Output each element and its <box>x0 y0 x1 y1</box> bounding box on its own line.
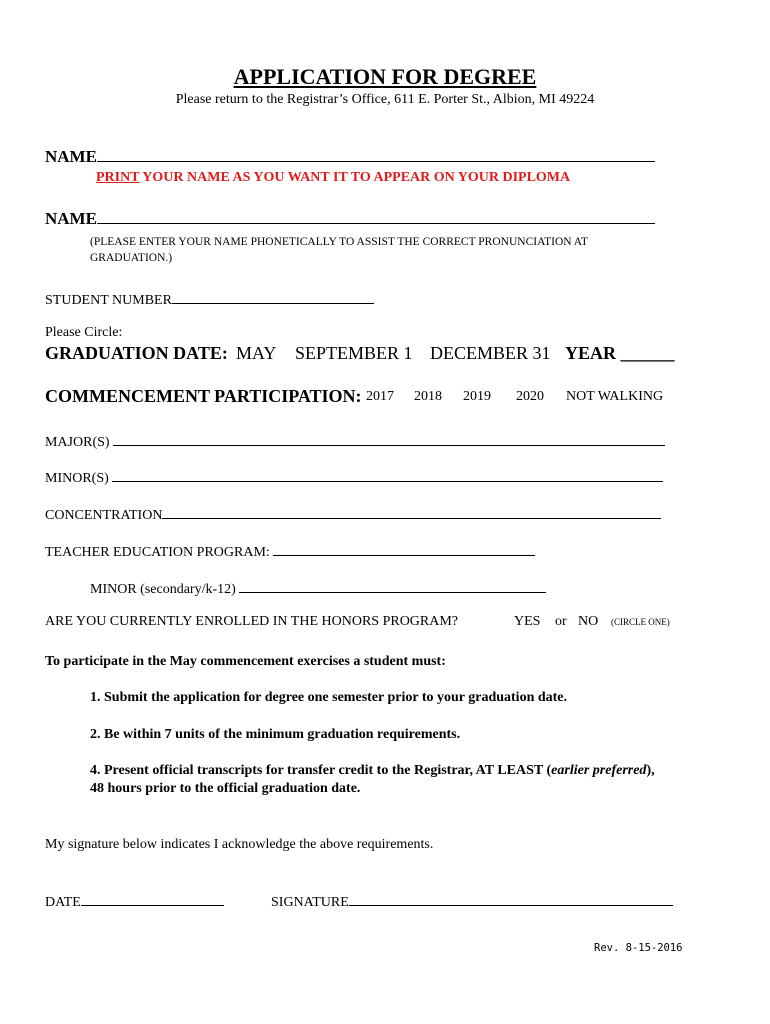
requirement-item-4-line2: 48 hours prior to the official graduation date. <box>90 781 361 796</box>
honors-no-option[interactable]: NO <box>578 614 599 629</box>
minors-row <box>45 467 663 487</box>
minor-secondary-row <box>90 578 546 598</box>
teacher-ed-label: TEACHER EDUCATION PROGRAM: <box>45 545 270 560</box>
name-phonetic-field[interactable] <box>97 209 655 224</box>
teacher-ed-field[interactable] <box>273 541 535 556</box>
minors-field[interactable] <box>112 467 663 482</box>
concentration-field[interactable] <box>162 504 661 519</box>
graduation-option-december[interactable]: DECEMBER 31 <box>430 343 551 363</box>
date-label: DATE <box>45 895 81 910</box>
minor-secondary-label: MINOR (secondary/k-12) <box>90 582 236 597</box>
signature-field[interactable] <box>349 891 673 906</box>
name-phonetic-label: NAME <box>45 209 97 228</box>
concentration-label: CONCENTRATION <box>45 508 163 523</box>
graduation-date-label: GRADUATION DATE: <box>45 343 228 363</box>
honors-or: or <box>555 614 567 629</box>
name-phonetic-note-line2: GRADUATION.) <box>90 252 173 264</box>
commencement-option-not-walking[interactable]: NOT WALKING <box>566 389 664 404</box>
commencement-option-2018[interactable]: 2018 <box>414 389 442 404</box>
graduation-option-september[interactable]: SEPTEMBER 1 <box>295 343 413 363</box>
name-print-note-emphasis: PRINT <box>96 170 140 185</box>
concentration-row <box>45 504 661 524</box>
requirement-item-4: 4. Present official transcripts for transfer credit to the Registrar, AT LEAST (earlier preferred), <box>90 763 655 778</box>
commencement-option-2019[interactable]: 2019 <box>463 389 491 404</box>
commencement-option-2020[interactable]: 2020 <box>516 389 544 404</box>
requirement-item-4-emphasis: earlier preferred <box>551 763 647 778</box>
page-title: APPLICATION FOR DEGREE <box>233 64 537 89</box>
year-field[interactable]: YEAR ______ <box>565 343 675 363</box>
minors-label: MINOR(S) <box>45 471 109 486</box>
commencement-option-2017[interactable]: 2017 <box>366 389 394 404</box>
signature-row <box>271 891 673 911</box>
commencement-label: COMMENCEMENT PARTICIPATION: <box>45 386 362 406</box>
name-print-note-text: YOUR NAME AS YOU WANT IT TO APPEAR ON YOUR DIPLOMA <box>139 170 571 185</box>
revision-note: Rev. 8-15-2016 <box>594 942 683 954</box>
name-print-field[interactable] <box>97 147 655 162</box>
requirement-item-1: 1. Submit the application for degree one semester prior to your graduation date. <box>90 690 568 705</box>
name-phonetic-note-line1: (PLEASE ENTER YOUR NAME PHONETICALLY TO ASSIST THE CORRECT PRONUNCIATION AT <box>90 236 588 248</box>
graduation-option-may[interactable]: MAY <box>236 343 277 363</box>
majors-label: MAJOR(S) <box>45 435 110 450</box>
majors-field[interactable] <box>113 431 665 446</box>
name-print-row <box>45 147 655 167</box>
name-print-label: NAME <box>45 147 97 166</box>
majors-row <box>45 431 665 451</box>
acknowledge-statement: My signature below indicates I acknowledge the above requirements. <box>45 837 434 852</box>
name-print-note <box>96 170 570 186</box>
signature-label: SIGNATURE <box>271 895 349 910</box>
honors-question: ARE YOU CURRENTLY ENROLLED IN THE HONORS PROGRAM? <box>45 614 459 629</box>
date-field[interactable] <box>81 891 224 906</box>
student-number-row <box>45 289 374 309</box>
student-number-field[interactable] <box>172 289 374 304</box>
honors-yes-option[interactable]: YES <box>514 614 541 629</box>
student-number-label: STUDENT NUMBER <box>45 293 172 308</box>
requirements-intro: To participate in the May commencement exercises a student must: <box>45 654 446 669</box>
circle-one-note: (CIRCLE ONE) <box>611 617 670 627</box>
name-phonetic-row <box>45 209 655 229</box>
minor-secondary-field[interactable] <box>239 578 546 593</box>
date-row <box>45 891 224 911</box>
please-circle-label: Please Circle: <box>45 325 123 340</box>
teacher-ed-row <box>45 541 535 561</box>
requirement-item-2: 2. Be within 7 units of the minimum graduation requirements. <box>90 727 461 742</box>
return-address: Please return to the Registrar’s Office, 611 E. Porter St., Albion, MI 49224 <box>175 92 595 107</box>
